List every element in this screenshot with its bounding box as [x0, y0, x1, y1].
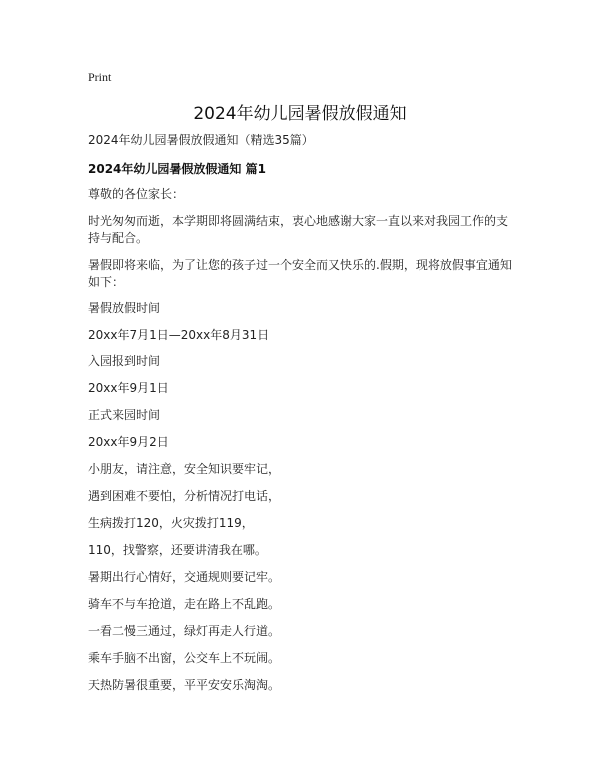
paragraph-safety-3: 生病拨打120，火灾拨打119， — [88, 516, 254, 530]
paragraph-safety-2: 遇到困难不要怕，分析情况打电话， — [88, 489, 281, 503]
print-link[interactable]: Print — [88, 70, 112, 84]
paragraph-travel-3: 一看二慢三通过，绿灯再走人行道。 — [88, 624, 281, 638]
paragraph-holiday-label: 暑假放假时间 — [88, 301, 161, 315]
paragraph-holiday-dates: 20xx年7月1日—20xx年8月31日 — [88, 328, 270, 342]
paragraph-travel-1: 暑期出行心情好，交通规则要记牢。 — [88, 570, 281, 584]
paragraph-greeting: 尊敬的各位家长： — [88, 187, 185, 201]
paragraph-safety-1: 小朋友，请注意，安全知识要牢记， — [88, 462, 281, 476]
paragraph-start-label: 正式来园时间 — [88, 408, 161, 422]
paragraph-travel-5: 天热防暑很重要，平平安安乐淘淘。 — [88, 678, 281, 692]
paragraph-safety-4: 110，找警察，还要讲清我在哪。 — [88, 543, 267, 557]
paragraph-travel-4: 乘车手脑不出窗，公交车上不玩闹。 — [88, 651, 281, 665]
paragraph-report-date: 20xx年9月1日 — [88, 381, 169, 395]
paragraph-notice: 暑假即将来临，为了让您的孩子过一个安全而又快乐的.假期，现将放假事宜通知如下： — [88, 258, 512, 289]
paragraph-start-date: 20xx年9月2日 — [88, 435, 169, 449]
document-subtitle: 2024年幼儿园暑假放假通知（精选35篇） — [88, 133, 314, 147]
paragraph-report-label: 入园报到时间 — [88, 354, 161, 368]
section-heading: 2024年幼儿园暑假放假通知 篇1 — [88, 162, 266, 176]
page-title: 2024年幼儿园暑假放假通知 — [193, 104, 407, 124]
paragraph-intro: 时光匆匆而逝，本学期即将圆满结束，衷心地感谢大家一直以来对我园工作的支持与配合。 — [88, 214, 509, 245]
paragraph-travel-2: 骑车不与车抢道，走在路上不乱跑。 — [88, 597, 281, 611]
